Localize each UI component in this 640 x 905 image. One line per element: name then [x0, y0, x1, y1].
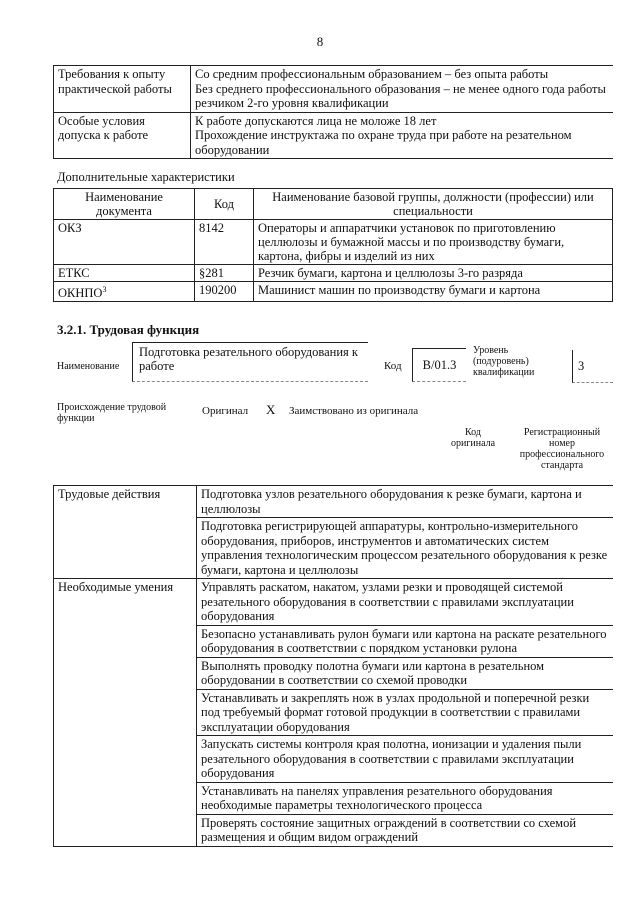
value-line: Со средним профессиональным образованием – без опыта работы: [195, 67, 549, 81]
page-number: 8: [316, 34, 324, 49]
code-cell: 190200: [195, 282, 254, 302]
value-line: К работе допускаются лица не моложе 18 лет: [195, 113, 437, 128]
skill-item: Запускать системы контроля края полотна, ионизации и удаления пыли резательного оборудования в соответствии с правилами эксплуатации оборудования: [197, 736, 614, 783]
table-row: [54, 265, 613, 282]
row-value: [191, 112, 614, 159]
original-label: Оригинал: [202, 405, 249, 417]
action-item: Подготовка узлов резательного оборудования к резке бумаги, картона и целлюлозы: [197, 486, 614, 518]
header-row: [54, 189, 613, 220]
table-row: [54, 220, 613, 265]
name-cell: Резчик бумаги, картона и целлюлозы 3-го разряда: [254, 265, 613, 282]
doc-cell: ОКЗ: [54, 220, 195, 265]
original-mark: X: [266, 402, 276, 417]
row-label: Требования к опыту практической работы: [54, 66, 191, 113]
level-label: Уровень (подуровень) квалификации: [473, 345, 535, 378]
footnote-mark: 3: [102, 285, 107, 294]
code-label: Код: [384, 360, 402, 372]
table-row: [54, 486, 614, 518]
row-label: Особые условия допуска к работе: [54, 112, 191, 159]
header-name: Наименование базовой группы, должности (профессии) или специальности: [254, 189, 613, 220]
table-row: [54, 66, 614, 113]
table-row: [54, 579, 614, 626]
skill-item: Проверять состояние защитных ограждений в соответствии со схемой размещения и общим видом ограждений: [197, 814, 614, 846]
function-name: Подготовка резательного оборудования к работе: [132, 342, 368, 382]
doc-cell: [54, 282, 195, 302]
additional-title: Дополнительные характеристики: [57, 170, 235, 184]
skill-item: Устанавливать на панелях управления резательного оборудования необходимые параметры технологического процесса: [197, 782, 614, 814]
skill-item: Устанавливать и закреплять нож в узлах продольной и поперечной резки под требуемый формат готовой продукции в соответствии с правилами эксплуатации оборудования: [197, 689, 614, 736]
name-cell: Операторы и аппаратчики установок по приготовлению целлюлозы и бумажной массы и по производству бумаги, картона, фибры и изделий из них: [254, 220, 613, 265]
name-label: Наименование: [57, 361, 120, 372]
requirements-table: [53, 65, 613, 159]
additional-table: [53, 188, 613, 302]
code-cell: §281: [195, 265, 254, 282]
header-doc: Наименование документа: [54, 189, 195, 220]
origin-label: Происхождение трудовой функции: [57, 402, 167, 424]
header-code: Код: [195, 189, 254, 220]
function-heading: 3.2.1. Трудовая функция: [57, 322, 200, 337]
skills-label: Необходимые умения: [54, 579, 197, 847]
value-line: Прохождение инструктажа по охране труда при работе на резательном оборудовании: [195, 128, 572, 157]
row-value: [191, 66, 614, 113]
function-details-table: [53, 485, 613, 847]
skill-item: Выполнять проводку полотна бумаги или картона в резательном оборудовании в соответствии со схемой проводки: [197, 657, 614, 689]
doc-text: ОКНПО: [58, 286, 103, 301]
registration-number-label: Регистрационный номер профессионального стандарта: [519, 427, 605, 471]
value-line: Без среднего профессионального образования – не менее одного года работы резчиком 2-го уровня квалификации: [195, 81, 606, 110]
table-row: [54, 112, 614, 159]
actions-label: Трудовые действия: [54, 486, 197, 579]
table-row: [54, 282, 613, 302]
function-code: В/01.3: [412, 348, 466, 382]
name-cell: Машинист машин по производству бумаги и картона: [254, 282, 613, 302]
borrowed-label: Заимствовано из оригинала: [289, 405, 419, 417]
doc-cell: ЕТКС: [54, 265, 195, 282]
code-original-label: Код оригинала: [450, 427, 496, 449]
level-value: 3: [578, 359, 585, 373]
action-item: Подготовка регистрирующей аппаратуры, контрольно-измерительного оборудования, приборов, инструментов и автоматических систем управления технологическим процессом резательного оборудования к резке бумаги, картона и целлюлозы: [197, 518, 614, 579]
skill-item: Безопасно устанавливать рулон бумаги или картона на раскате резательного оборудования в соответствии с порядком установки рулона: [197, 625, 614, 657]
code-cell: 8142: [195, 220, 254, 265]
skill-item: Управлять раскатом, накатом, узлами резки и проводящей системой резательного оборудования в соответствии с правилами эксплуатации оборудования: [197, 579, 614, 626]
